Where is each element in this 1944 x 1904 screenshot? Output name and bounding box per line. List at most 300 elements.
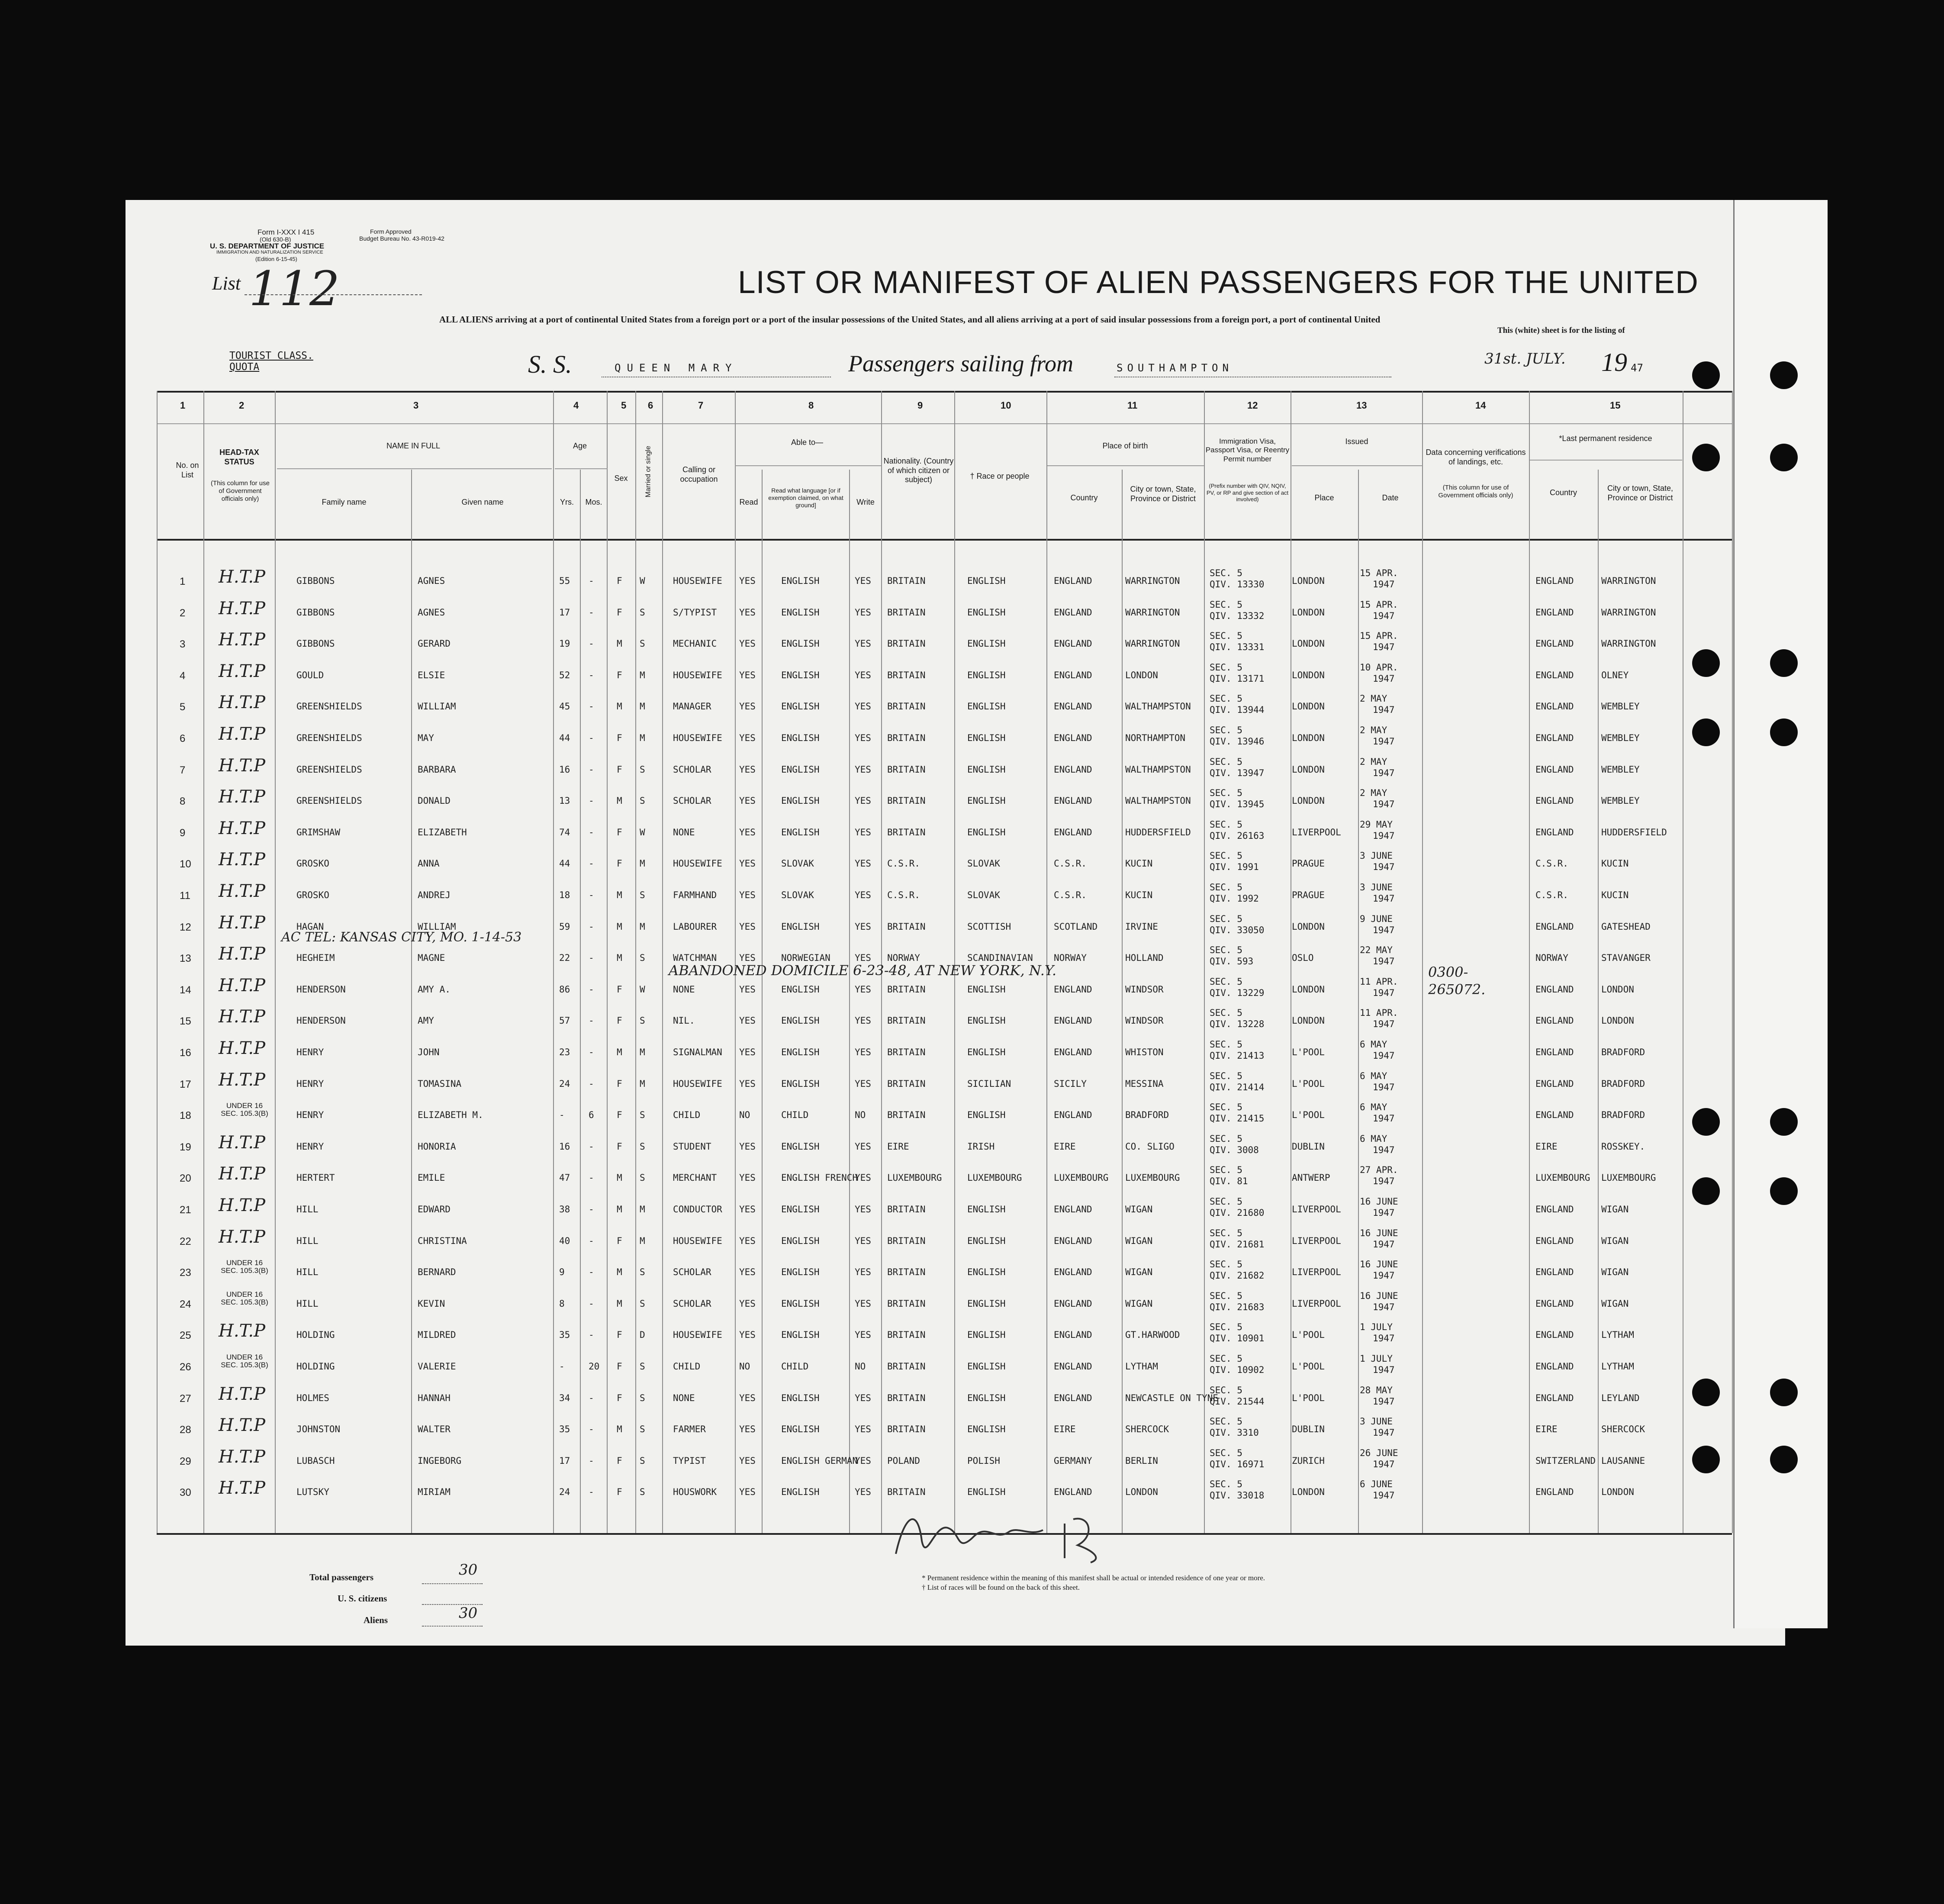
family-name: GROSKO xyxy=(296,890,329,900)
read-language: ENGLISH xyxy=(781,984,820,995)
occupation: HOUSEWIFE xyxy=(673,576,722,586)
age-subrule xyxy=(555,468,608,469)
no-on-list: 11 xyxy=(180,890,190,902)
issue-place: LONDON xyxy=(1292,764,1325,775)
visa-number: QIV. 3008 xyxy=(1210,1144,1259,1155)
given-name: AGNES xyxy=(418,607,445,618)
table-top-rule xyxy=(157,391,1732,393)
marital-status: M xyxy=(640,1235,645,1246)
visa-section: SEC. 5 xyxy=(1210,725,1242,735)
issue-year: 1947 xyxy=(1373,1365,1395,1375)
issue-year: 1947 xyxy=(1373,893,1395,904)
visa-section: SEC. 5 xyxy=(1210,788,1242,799)
issue-place: LIVERPOOL xyxy=(1292,1298,1341,1309)
hdr-issued: Issued xyxy=(1345,437,1368,446)
sex: F xyxy=(617,1110,622,1121)
residence-country: ENGLAND xyxy=(1535,1078,1574,1089)
nationality: BRITAIN xyxy=(887,733,926,743)
nationality: C.S.R. xyxy=(887,858,920,869)
family-name: HENRY xyxy=(296,1141,324,1152)
age-months: - xyxy=(589,1392,594,1403)
birth-city: LONDON xyxy=(1125,670,1158,680)
sex: F xyxy=(617,1361,622,1372)
footnote-residence: * Permanent residence within the meaning of this manifest shall be actual or intended residence of one year or more. xyxy=(922,1574,1265,1582)
birth-city: WALTHAMPSTON xyxy=(1125,764,1191,775)
can-read: NO xyxy=(739,1361,750,1372)
family-name: HEGHEIM xyxy=(296,953,335,963)
birth-city: LYTHAM xyxy=(1125,1361,1158,1372)
sex: M xyxy=(617,1298,622,1309)
hdr-visa-note: (Prefix number with QIV, NQIV, PV, or RP and give section of act involved) xyxy=(1206,483,1289,503)
given-name: VALERIE xyxy=(418,1361,456,1372)
no-on-list: 15 xyxy=(180,1015,191,1028)
nationality: BRITAIN xyxy=(887,921,926,932)
given-name: MAGNE xyxy=(418,953,445,963)
race: ENGLISH xyxy=(967,1298,1006,1309)
hdr-read-what: Read what language [or if exemption claimed, on what ground] xyxy=(768,487,843,509)
birth-country: ENGLAND xyxy=(1054,796,1092,806)
residence-city: LAUSANNE xyxy=(1601,1455,1645,1466)
marital-status: S xyxy=(640,1015,645,1026)
head-tax-status: H.T.P xyxy=(219,693,266,713)
birth-city: IRVINE xyxy=(1125,921,1158,932)
hdr-family-name: Family name xyxy=(322,498,367,506)
issue-date: 2 MAY xyxy=(1360,725,1387,735)
occupation: FARMER xyxy=(673,1424,706,1435)
family-name: HAGAN xyxy=(296,921,324,932)
residence-country: ENGLAND xyxy=(1535,827,1574,838)
can-write: YES xyxy=(855,1392,871,1403)
head-tax-status: H.T.P xyxy=(219,1321,266,1341)
residence-city: HUDDERSFIELD xyxy=(1601,827,1667,838)
occupation: NONE xyxy=(673,827,695,838)
issue-place: LIVERPOOL xyxy=(1292,1204,1341,1215)
can-write: YES xyxy=(855,670,871,680)
residence-country: ENGLAND xyxy=(1535,1392,1574,1403)
no-on-list: 7 xyxy=(180,764,186,776)
nationality: BRITAIN xyxy=(887,1487,926,1498)
hdr-head-tax: HEAD-TAX STATUS xyxy=(219,448,259,466)
issue-year: 1947 xyxy=(1373,1019,1395,1030)
age-months: - xyxy=(589,953,594,963)
read-language: SLOVAK xyxy=(781,858,814,869)
visa-section: SEC. 5 xyxy=(1210,1479,1242,1490)
race: ENGLISH xyxy=(967,1235,1006,1246)
occupation: CHILD xyxy=(673,1110,701,1121)
column-divider xyxy=(1204,391,1205,1533)
read-language: ENGLISH xyxy=(781,1424,820,1435)
can-write: YES xyxy=(855,796,871,806)
birth-city: KUCIN xyxy=(1125,890,1153,900)
residence-country: ENGLAND xyxy=(1535,921,1574,932)
given-name: WALTER xyxy=(418,1424,451,1435)
nationality: BRITAIN xyxy=(887,1204,926,1215)
age-years: 40 xyxy=(559,1235,570,1246)
visa-number: QIV. 13945 xyxy=(1210,799,1265,810)
head-tax-status: H.T.P xyxy=(219,630,266,650)
can-write: YES xyxy=(855,607,871,618)
occupation: HOUSEWIFE xyxy=(673,1235,722,1246)
visa-section: SEC. 5 xyxy=(1210,1416,1242,1427)
hdr-name-in-full: NAME IN FULL xyxy=(386,441,441,450)
issue-date: 15 APR. xyxy=(1360,599,1398,610)
head-tax-status: H.T.P xyxy=(219,661,266,681)
hdr-nationality: Nationality. (Country of which citizen or subject) xyxy=(883,457,954,484)
birth-country: ENGLAND xyxy=(1054,827,1092,838)
given-name: BARBARA xyxy=(418,764,456,775)
sailing-label: Passengers sailing from xyxy=(848,351,1074,377)
marital-status: D xyxy=(640,1330,645,1340)
no-on-list: 3 xyxy=(180,638,186,651)
family-name: HOLDING xyxy=(296,1330,335,1340)
race: ENGLISH xyxy=(967,701,1006,712)
race: ENGLISH xyxy=(967,1330,1006,1340)
residence-city: SHERCOCK xyxy=(1601,1424,1645,1435)
issue-date: 6 MAY xyxy=(1360,1102,1387,1113)
residence-country: ENGLAND xyxy=(1535,796,1574,806)
can-write: YES xyxy=(855,1015,871,1026)
issue-place: LIVERPOOL xyxy=(1292,1267,1341,1278)
age-months: - xyxy=(589,764,594,775)
marital-status: M xyxy=(640,1204,645,1215)
age-months: - xyxy=(589,1204,594,1215)
visa-number: QIV. 21681 xyxy=(1210,1239,1265,1250)
visa-section: SEC. 5 xyxy=(1210,1290,1242,1301)
issue-place: LONDON xyxy=(1292,607,1325,618)
visa-section: SEC. 5 xyxy=(1210,631,1242,641)
family-name: LUBASCH xyxy=(296,1455,335,1466)
occupation: SCHOLAR xyxy=(673,796,711,806)
occupation: SCHOLAR xyxy=(673,1298,711,1309)
can-write: YES xyxy=(855,576,871,586)
head-tax-status: H.T.P xyxy=(219,724,266,744)
sex: M xyxy=(617,953,622,963)
nationality: BRITAIN xyxy=(887,701,926,712)
total-passengers-line xyxy=(422,1583,483,1584)
issue-place: LONDON xyxy=(1292,796,1325,806)
no-on-list: 28 xyxy=(180,1424,191,1436)
can-read: YES xyxy=(739,984,756,995)
marital-status: M xyxy=(640,1078,645,1089)
can-write: YES xyxy=(855,1235,871,1246)
given-name: ELIZABETH M. xyxy=(418,1110,483,1121)
occupation: NONE xyxy=(673,1392,695,1403)
can-read: YES xyxy=(739,953,756,963)
visa-number: QIV. 13229 xyxy=(1210,987,1265,998)
residence-city: WIGAN xyxy=(1601,1298,1629,1309)
column-number: 5 xyxy=(621,400,627,411)
can-read: YES xyxy=(739,1455,756,1466)
visa-number: QIV. 21415 xyxy=(1210,1113,1265,1124)
issue-date: 9 JUNE xyxy=(1360,913,1393,924)
issue-date: 6 MAY xyxy=(1360,1070,1387,1081)
issue-year: 1947 xyxy=(1373,673,1395,684)
age-months: 20 xyxy=(589,1361,600,1372)
age-months: - xyxy=(589,827,594,838)
sex: F xyxy=(617,1487,622,1498)
head-tax-status: H.T.P xyxy=(219,1164,266,1184)
visa-section: SEC. 5 xyxy=(1210,819,1242,830)
marital-status: M xyxy=(640,733,645,743)
annotation-row12: AC TEL: KANSAS CITY, MO. 1-14-53 xyxy=(281,930,522,945)
visa-number: QIV. 1991 xyxy=(1210,862,1259,873)
age-years: 47 xyxy=(559,1173,570,1183)
residence-city: KUCIN xyxy=(1601,890,1629,900)
list-label: List xyxy=(212,273,241,294)
race: ENGLISH xyxy=(967,1361,1006,1372)
can-read: YES xyxy=(739,858,756,869)
visa-section: SEC. 5 xyxy=(1210,756,1242,767)
no-on-list: 17 xyxy=(180,1078,191,1090)
issue-place: OSLO xyxy=(1292,953,1314,963)
issue-year: 1947 xyxy=(1373,642,1395,653)
can-write: YES xyxy=(855,701,871,712)
issue-year: 1947 xyxy=(1373,1333,1395,1344)
read-language: NORWEGIAN xyxy=(781,953,830,963)
race: LUXEMBOURG xyxy=(967,1173,1022,1183)
age-years: 44 xyxy=(559,733,570,743)
read-language: ENGLISH xyxy=(781,796,820,806)
given-name: MIRIAM xyxy=(418,1487,451,1498)
age-months: - xyxy=(589,984,594,995)
read-language: ENGLISH xyxy=(781,1330,820,1340)
issue-place: L'POOL xyxy=(1292,1078,1325,1089)
column-number: 6 xyxy=(648,400,653,411)
birth-city: WINDSOR xyxy=(1125,984,1164,995)
sex: F xyxy=(617,576,622,586)
no-on-list: 21 xyxy=(180,1204,191,1216)
issue-place: PRAGUE xyxy=(1292,858,1325,869)
issue-year: 1947 xyxy=(1373,1427,1395,1438)
class-label: TOURIST CLASS. xyxy=(229,350,313,361)
issue-date: 3 JUNE xyxy=(1360,851,1393,861)
residence-city: LUXEMBOURG xyxy=(1601,1173,1656,1183)
age-years: 18 xyxy=(559,890,570,900)
age-months: - xyxy=(589,796,594,806)
issue-year: 1947 xyxy=(1373,1176,1395,1187)
visa-number: QIV. 13331 xyxy=(1210,642,1265,653)
column-number: 13 xyxy=(1356,400,1367,411)
year-suffix: 47 xyxy=(1631,362,1643,374)
visa-number: QIV. 21413 xyxy=(1210,1050,1265,1061)
birth-city: HOLLAND xyxy=(1125,953,1164,963)
no-on-list: 27 xyxy=(180,1392,191,1405)
sex: F xyxy=(617,858,622,869)
given-name: GERARD xyxy=(418,638,451,649)
nationality: BRITAIN xyxy=(887,1047,926,1057)
marital-status: M xyxy=(640,701,645,712)
issue-year: 1947 xyxy=(1373,799,1395,810)
birth-country: ENGLAND xyxy=(1054,1330,1092,1340)
head-tax-status: H.T.P xyxy=(219,1415,266,1436)
birth-country: ENGLAND xyxy=(1054,1298,1092,1309)
age-years: 8 xyxy=(559,1298,565,1309)
visa-section: SEC. 5 xyxy=(1210,1259,1242,1270)
read-language: ENGLISH xyxy=(781,1047,820,1057)
visa-number: QIV. 13330 xyxy=(1210,579,1265,590)
visa-section: SEC. 5 xyxy=(1210,1353,1242,1364)
service: IMMIGRATION AND NATURALIZATION SERVICE xyxy=(216,250,323,255)
issue-date: 29 MAY xyxy=(1360,819,1393,830)
punch-hole xyxy=(1770,1379,1798,1406)
no-on-list: 5 xyxy=(180,701,186,713)
hdr-able-to: Able to— xyxy=(791,438,824,447)
head-tax-status: H.T.P xyxy=(219,787,266,807)
given-name: WILLIAM xyxy=(418,921,456,932)
marital-status: S xyxy=(640,1298,645,1309)
punch-hole xyxy=(1770,649,1798,677)
birth-country: ENGLAND xyxy=(1054,638,1092,649)
birth-country: NORWAY xyxy=(1054,953,1087,963)
visa-number: QIV. 21682 xyxy=(1210,1270,1265,1281)
family-name: HOLDING xyxy=(296,1361,335,1372)
read-language: ENGLISH FRENCH xyxy=(781,1173,858,1183)
residence-country: ENGLAND xyxy=(1535,670,1574,680)
residence-country: EIRE xyxy=(1535,1424,1558,1435)
given-name: BERNARD xyxy=(418,1267,456,1278)
birth-subrule xyxy=(1047,465,1204,466)
occupation: HOUSWORK xyxy=(673,1487,717,1498)
can-write: YES xyxy=(855,638,871,649)
can-read: YES xyxy=(739,1173,756,1183)
can-read: NO xyxy=(739,1110,750,1121)
hdr-landing-data: Data concerning verifications of landings, etc. xyxy=(1426,448,1526,466)
issue-year: 1947 xyxy=(1373,925,1395,935)
can-read: YES xyxy=(739,1204,756,1215)
issue-date: 3 JUNE xyxy=(1360,882,1393,892)
read-language: CHILD xyxy=(781,1110,809,1121)
occupation: NONE xyxy=(673,984,695,995)
sex: M xyxy=(617,1047,622,1057)
head-tax-status: H.T.P xyxy=(219,944,266,964)
column-divider xyxy=(411,470,412,1533)
race: ENGLISH xyxy=(967,1110,1006,1121)
sex: F xyxy=(617,670,622,680)
head-tax-status: H.T.P xyxy=(219,1038,266,1058)
nationality: BRITAIN xyxy=(887,764,926,775)
hdr-age: Age xyxy=(573,441,587,450)
head-tax-status: UNDER 16 SEC. 105.3(B) xyxy=(221,1290,268,1306)
issue-place: LONDON xyxy=(1292,1015,1325,1026)
given-name: AMY A. xyxy=(418,984,451,995)
occupation: STUDENT xyxy=(673,1141,711,1152)
column-number: 12 xyxy=(1247,400,1258,411)
head-tax-status: H.T.P xyxy=(219,975,266,995)
nationality: EIRE xyxy=(887,1141,909,1152)
issue-year: 1947 xyxy=(1373,579,1395,590)
age-years: 17 xyxy=(559,607,570,618)
head-tax-status: H.T.P xyxy=(219,1478,266,1498)
can-write: YES xyxy=(855,1424,871,1435)
visa-number: QIV. 21680 xyxy=(1210,1208,1265,1218)
birth-country: EIRE xyxy=(1054,1424,1076,1435)
read-language: ENGLISH xyxy=(781,1235,820,1246)
issue-year: 1947 xyxy=(1373,830,1395,841)
name-subrule xyxy=(277,468,552,469)
family-name: JOHNSTON xyxy=(296,1424,341,1435)
age-years: 35 xyxy=(559,1330,570,1340)
issue-place: L'POOL xyxy=(1292,1110,1325,1121)
marital-status: S xyxy=(640,1267,645,1278)
hdr-res-country: Country xyxy=(1549,488,1577,497)
visa-number: QIV. 26163 xyxy=(1210,830,1265,841)
no-on-list: 1 xyxy=(180,576,186,587)
issue-year: 1947 xyxy=(1373,1396,1395,1407)
head-tax-status: H.T.P xyxy=(219,1007,266,1027)
given-name: ELIZABETH xyxy=(418,827,467,838)
age-months: - xyxy=(589,607,594,618)
family-name: GREENSHIELDS xyxy=(296,733,362,743)
sex: F xyxy=(617,1235,622,1246)
marital-status: S xyxy=(640,1424,645,1435)
visa-section: SEC. 5 xyxy=(1210,1385,1242,1395)
can-read: YES xyxy=(739,1298,756,1309)
total-passengers-value: 30 xyxy=(459,1561,478,1579)
sex: M xyxy=(617,1204,622,1215)
can-read: YES xyxy=(739,1078,756,1089)
issue-date: 1 JULY xyxy=(1360,1353,1393,1364)
birth-country: ENGLAND xyxy=(1054,1015,1092,1026)
age-years: 23 xyxy=(559,1047,570,1057)
ship-prefix: S. S. xyxy=(528,350,572,378)
race: ENGLISH xyxy=(967,607,1006,618)
visa-section: SEC. 5 xyxy=(1210,1322,1242,1333)
birth-country: ENGLAND xyxy=(1054,1235,1092,1246)
column-divider xyxy=(607,391,608,1533)
sex: M xyxy=(617,890,622,900)
age-years: 44 xyxy=(559,858,570,869)
visa-number: QIV. 13947 xyxy=(1210,767,1265,778)
us-citizens-label: U. S. citizens xyxy=(338,1593,387,1604)
birth-country: GERMANY xyxy=(1054,1455,1092,1466)
residence-city: WARRINGTON xyxy=(1601,638,1656,649)
hdr-residence: *Last permanent residence xyxy=(1559,434,1652,443)
column-divider xyxy=(662,391,663,1533)
race: ENGLISH xyxy=(967,1204,1006,1215)
residence-country: ENGLAND xyxy=(1535,576,1574,586)
occupation: HOUSEWIFE xyxy=(673,733,722,743)
issue-year: 1947 xyxy=(1373,1113,1395,1124)
column-number: 3 xyxy=(413,400,419,411)
residence-city: LONDON xyxy=(1601,984,1634,995)
hdr-calling: Calling or occupation xyxy=(680,465,718,483)
head-tax-status: H.T.P xyxy=(219,598,266,619)
marital-status: S xyxy=(640,764,645,775)
head-tax-status: UNDER 16 SEC. 105.3(B) xyxy=(221,1102,268,1118)
issue-date: 16 JUNE xyxy=(1360,1196,1398,1207)
age-years: 24 xyxy=(559,1487,570,1498)
nationality: POLAND xyxy=(887,1455,920,1466)
visa-section: SEC. 5 xyxy=(1210,1008,1242,1018)
column-divider xyxy=(635,391,636,1533)
issue-year: 1947 xyxy=(1373,1239,1395,1250)
issue-year: 1947 xyxy=(1373,1082,1395,1092)
age-months: - xyxy=(589,1298,594,1309)
residence-country: ENGLAND xyxy=(1535,607,1574,618)
family-name: HILL xyxy=(296,1235,319,1246)
sex: M xyxy=(617,796,622,806)
punch-hole xyxy=(1692,1446,1720,1473)
can-read: YES xyxy=(739,1487,756,1498)
sex: F xyxy=(617,764,622,775)
race: SICILIAN xyxy=(967,1078,1011,1089)
column-number: 7 xyxy=(698,400,704,411)
nationality: LUXEMBOURG xyxy=(887,1173,942,1183)
birth-city: SHERCOCK xyxy=(1125,1424,1169,1435)
able-subrule xyxy=(735,465,881,466)
issue-date: 6 JUNE xyxy=(1360,1479,1393,1490)
head-tax-status: H.T.P xyxy=(219,818,266,838)
